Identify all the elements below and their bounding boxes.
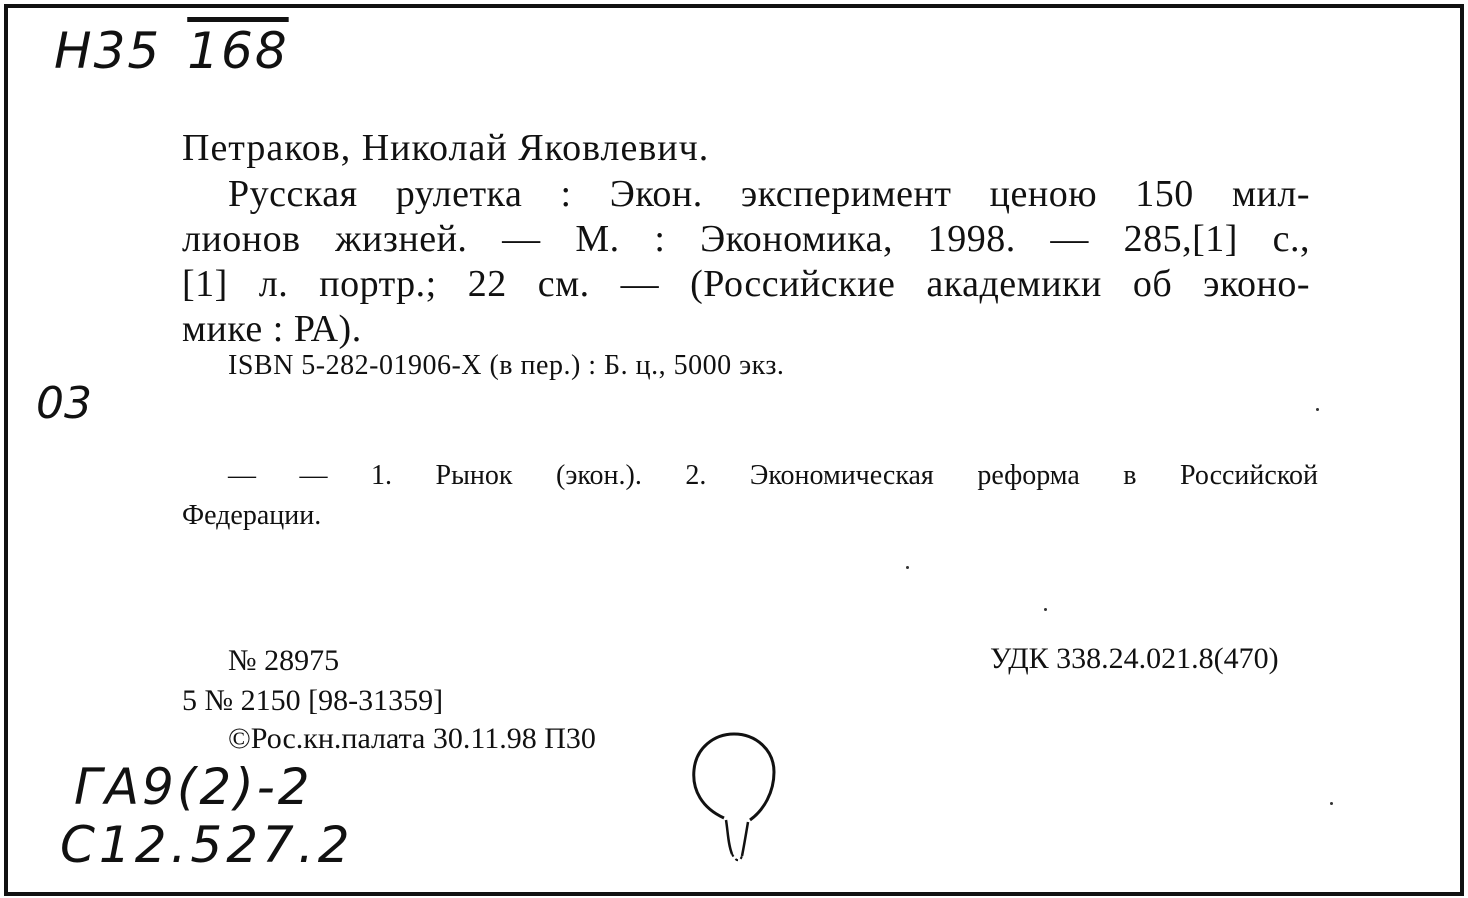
handwritten-shelf-mark: [54, 22, 289, 80]
isbn-line: ISBN 5-282-01906-X (в пер.) : Б. ц., 5000 экз.: [228, 350, 785, 381]
registration-number: 5 № 2150 [98-31359]: [182, 684, 444, 717]
author-heading: Петраков, Николай Яковлевич.: [182, 127, 710, 169]
description-line: лионов жизней. — М. : Экономика, 1998. — 285,[1] с.,: [182, 218, 1310, 260]
subject-headings: [182, 456, 1318, 536]
bibliographic-description: [182, 172, 1310, 352]
scan-speck: [1044, 608, 1047, 611]
handwritten-side-mark: 03: [36, 378, 92, 429]
handwritten-classification-2: С12.527.2: [60, 816, 354, 874]
shelf-mark-code: Н35: [54, 22, 162, 80]
handwritten-classification-1: ГА9(2)-2: [74, 758, 313, 816]
punch-hole-outline: [684, 720, 784, 870]
udk-code: УДК 338.24.021.8(470): [990, 642, 1279, 675]
card-number: № 28975: [228, 644, 340, 677]
subject-line: Федерации.: [182, 500, 322, 531]
description-line: Русская рулетка : Экон. эксперимент ценою 150 мил-: [228, 173, 1310, 215]
description-line: [1] л. портр.; 22 см. — (Российские академики об эконо-: [182, 263, 1310, 305]
shelf-mark-fraction: 168: [187, 22, 289, 80]
scan-speck: [1330, 802, 1333, 805]
scan-speck: [1316, 408, 1319, 411]
scan-speck: [906, 566, 909, 569]
copyright-line: ©Рос.кн.палата 30.11.98 П30: [228, 722, 596, 755]
subject-line: — — 1. Рынок (экон.). 2. Экономическая реформа в Российской: [228, 460, 1318, 491]
description-line: мике : РА).: [182, 308, 362, 350]
